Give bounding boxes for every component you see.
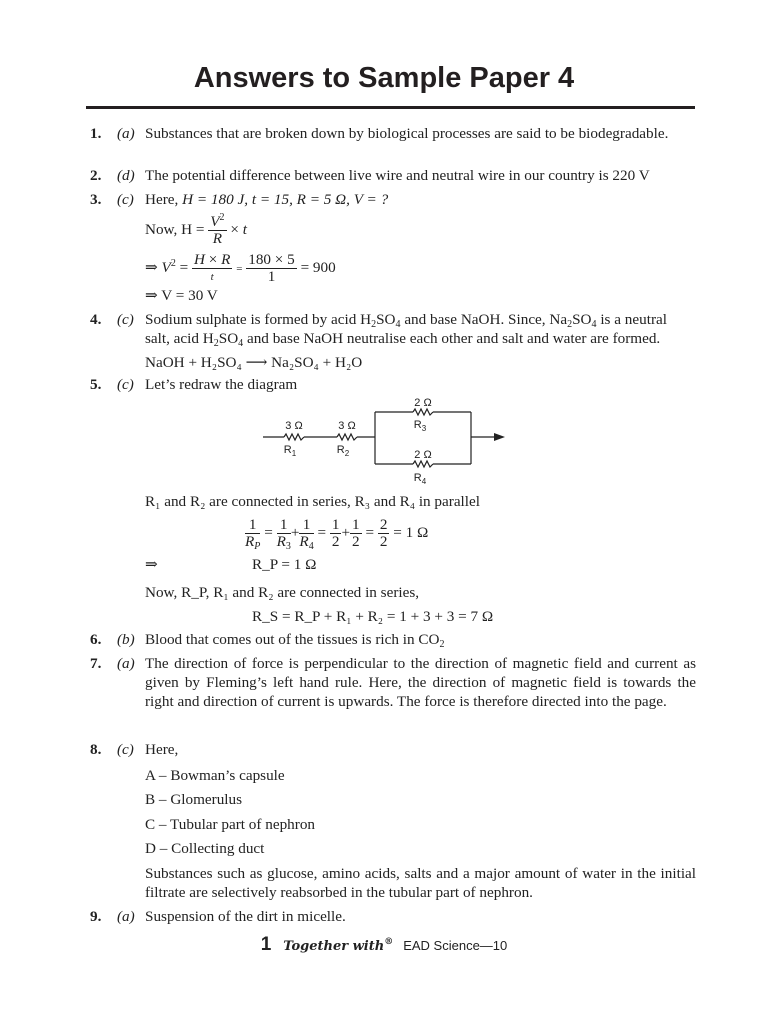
q3-step: ⇒ $V^2$ = $\frac{H \times R}{t}$ = $\frac{180 \times 5}{1}$ = 900 — [145, 251, 336, 285]
answer-option-7: (a) — [117, 655, 135, 672]
list-item: A – Bowman’s capsule — [145, 767, 285, 784]
q3-step-result: = 900 — [300, 258, 336, 276]
list-item: D – Collecting duct — [145, 840, 265, 857]
current-arrow — [494, 433, 505, 441]
answer-text-1: Substances that are broken down by biological processes are said to be biodegradable. — [145, 125, 669, 142]
book-title: EAD Science—10 — [403, 938, 508, 953]
q3-formula: Now, H = $\frac{V^2}{R}$ × t — [145, 212, 247, 247]
q3-lead: Here, — [145, 191, 179, 208]
r1-label: $R_1$ — [283, 444, 297, 458]
r2-value: 3 Ω — [338, 420, 356, 432]
title-rule — [86, 106, 695, 109]
answer-text-6: Blood that comes out of the tissues is rich in $CO_2$ — [145, 631, 445, 650]
q5-now-series: Now, R_P, R₁ and R₂ are connected in series, — [145, 584, 420, 601]
resistor-r4 — [413, 461, 433, 467]
q3-now: Now, H = — [145, 220, 205, 238]
q3-fraction: $\frac{V^2}{R}$ — [210, 212, 225, 247]
question-number-5: 5. — [90, 376, 102, 393]
q4-line-2: salt, acid $H_2SO_4$ and base NaOH neutralise each other and salt and water are formed. — [145, 330, 661, 349]
q5-rp-value: R_P = 1 Ω — [252, 556, 317, 573]
r1-value: 3 Ω — [285, 420, 303, 432]
q5-rs-eq: R_S = R_P + R₁ + R₂ = 1 + 3 + 3 = 7 Ω — [252, 608, 494, 625]
question-number-3: 3. — [90, 191, 102, 208]
answer-option-5: (c) — [117, 376, 134, 393]
question-number-1: 1. — [90, 125, 102, 142]
answer-option-9: (a) — [117, 908, 135, 925]
q5-statement: R₁ and R₂ are connected in series, R₃ and R₄ in parallel — [145, 493, 480, 510]
r3-value: 2 Ω — [414, 397, 432, 409]
r3-label: $R_3$ — [413, 419, 427, 433]
q4-line-1: Sodium sulphate is formed by acid $H_2SO_4$ and base NaOH. Since, $Na_2SO_4$ is a neutral — [145, 311, 667, 330]
q8-paragraph: Substances such as glucose, amino acids, salts and a major amount of water in the initial filtrate are selectively reabsorbed in the tubular part of nephron. — [145, 865, 696, 901]
circuit-diagram — [255, 392, 515, 487]
q5-implies: ⇒ — [145, 556, 158, 573]
answer-option-3: (c) — [117, 191, 134, 208]
resistor-r2 — [337, 434, 357, 440]
q4-equation: NaOH + H₂SO₄ ⟶ Na₂SO₄ + H₂O — [145, 354, 363, 371]
q3-given: H = 180 J, t = 15, R = 5 Ω, V = ? — [182, 191, 389, 208]
answer-option-4: (c) — [117, 311, 134, 328]
page-title: Answers to Sample Paper 4 — [193, 62, 575, 94]
question-number-9: 9. — [90, 908, 102, 925]
answer-option-8: (c) — [117, 741, 134, 758]
answer-text-5: Let’s redraw the diagram — [145, 376, 298, 393]
answer-text-8: Here, — [145, 741, 179, 758]
q3-given-line — [145, 190, 388, 209]
question-number-6: 6. — [90, 631, 102, 648]
question-number-2: 2. — [90, 167, 102, 184]
question-number-4: 4. — [90, 311, 102, 328]
list-item: C – Tubular part of nephron — [145, 816, 316, 833]
answer-text-7: The direction of force is perpendicular to the direction of magnetic field and current as given by Fleming’s left hand rule. Here, the direction of magnetic field is towards the right and direction of current is upwards. The force is therefore directed into the page. — [145, 655, 696, 710]
resistor-r3 — [413, 409, 433, 415]
answer-option-2: (d) — [117, 167, 135, 184]
question-number-7: 7. — [90, 655, 102, 672]
answer-option-1: (a) — [117, 125, 135, 142]
question-number-8: 8. — [90, 741, 102, 758]
list-item: B – Glomerulus — [145, 791, 243, 808]
resistor-r1 — [284, 434, 304, 440]
answer-option-6: (b) — [117, 631, 135, 648]
answer-text-9: Suspension of the dirt in micelle. — [145, 908, 346, 925]
r4-label: $R_4$ — [413, 472, 427, 486]
brand-name: Together with® — [283, 937, 394, 954]
r4-value: 2 Ω — [414, 449, 432, 461]
q5-parallel-eq: $\frac{1}{R_P}$ = $\frac{1}{R_3}$ + $\frac{1}{R_4}$ = $\frac{1}{2}$ + $\frac{1}{2}$ = $\frac{2}{2}$ = 1 Ω — [245, 516, 429, 552]
page-footer — [0, 934, 768, 956]
q5-rp-result: = 1 Ω — [393, 523, 429, 541]
q3-final: ⇒ V = 30 V — [145, 287, 218, 304]
r2-label: $R_2$ — [336, 444, 350, 458]
answer-text-2: The potential difference between live wire and neutral wire in our country is 220 V — [145, 167, 650, 184]
page-number: 1 — [260, 934, 272, 955]
